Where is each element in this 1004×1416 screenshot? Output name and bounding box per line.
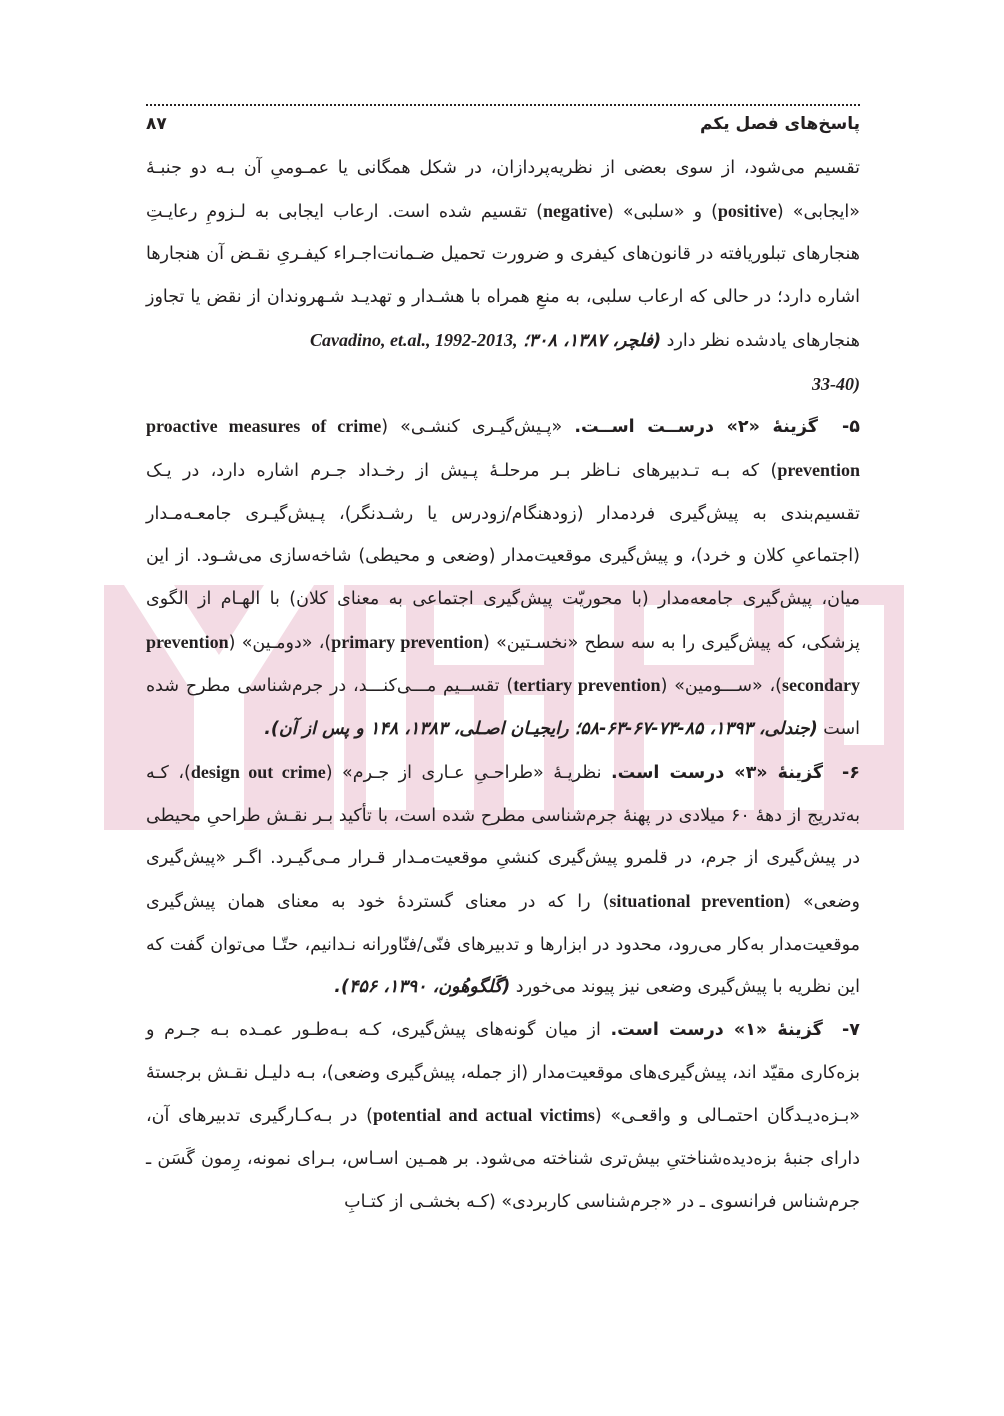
body-text — [146, 147, 860, 1224]
text-segment: تقسیم می‌شود، از سوی بعضی از نظریه‌پردازان، در شکل همگانی یا عمـومیِ آن بـه دو جنبـۀ «ایجابی» ( — [146, 158, 861, 222]
text-segment: ) تقسیم شده است. ارعاب ایجابی به لـزومِ رعایـتِ هنجارهای تبلوریافته در قانون‌های کیفری و ضرورت تحمیل ضـمانت‌اجـراء کیفـریِ نقـض آن هنجارها اشاره دارد؛ در حالی که ارعاب سلبی، به منعِ همراه با هشـدار و تهدیـد شـهروندان از نقض یا تجاوز هنجارهای یادشده نظر دارد — [146, 201, 860, 351]
answer-heading: گزینۀ «۱» درست است. — [610, 1020, 823, 1041]
citation: (گَلگوهُون، ۱۳۹۰، ۴۵۶). — [334, 977, 511, 998]
citation: (جندلی، ۱۳۹۳، ۸۵-۷۳-۶۷-۶۳-۵۸؛ رایجیـان اصـلی، ۱۳۸۳، ۱۴۸ و پس از آن). — [264, 719, 818, 740]
text-segment: نظریـۀ «طراحـیِ عـاری از جـرم» ( — [325, 762, 602, 783]
term-design-out-crime: design out crime — [190, 761, 326, 782]
running-header — [146, 98, 860, 140]
text-segment: «پـیش‌گیـری کنشـی» ( — [381, 417, 563, 438]
citation-en: Cavadino, et.al., 1992-2013, — [310, 329, 518, 350]
answer-5 — [146, 405, 860, 751]
header-dotted-rule — [146, 104, 860, 106]
text-segment: )، «ســـومین» ( — [660, 676, 782, 697]
answer-6 — [146, 751, 860, 1009]
answer-7 — [146, 1009, 860, 1224]
term-situational: situational prevention — [609, 890, 785, 911]
paragraph-intimidation — [146, 147, 860, 405]
term-secondary: prevention secondary — [146, 631, 860, 696]
answer-number: ۵- — [842, 417, 860, 438]
text-segment: ) در بـه‌کـارگیری تدبیرهای آن، دارای جنبۀ بزه‌دیده‌شناختیِ بیش‌تری شناخته می‌شود. بر همـین اسـاس، بـرای نمونه، رِمون گَسَن ـ جرم‌شناس فرانسوی ـ در «جرم‌شناسی کاربردی» (کـه بخشـی از کتـابِ — [146, 1106, 860, 1212]
text-segment: ) که بـه تـدبیرهای نـاظر بـر مرحلـۀ پـیش از رخـداد جـرم اشاره دارد، در یـک تقسیم‌بندی به پیش‌گیری فردمدار (زودهنگام/زودرس یا رشـدنگر)، پـیش‌گیـری جامعـه‌مـدار (اجتماعیِ کلان و خرد)، و پیش‌گیری موقعیت‌مدار (وضعی و محیطی) شاخه‌سازی می‌شـود. از این میان، پیش‌گیری جامعه‌مدار (با محوریّت پیش‌گیری اجتماعی به معنای کلان) با الهـام از الگوی پزشکی، که پیش‌گیری را به سه سطح «نخسـتین» ( — [146, 460, 860, 653]
page-number: ۸۷ — [146, 114, 167, 134]
answer-heading: گزینۀ «۳» درست است. — [611, 762, 824, 783]
text-segment: ) تقســیم مـــی‌کنـــد، در جرم‌شناسی مطرح شده است — [146, 676, 860, 740]
text-segment: از میان گونه‌های پیش‌گیری، کـه بـه‌طـور عمـده بـه جـرم و بزه‌کاری مقیّد اند، پیش‌گیری‌های موقعیت‌مدار (از جمله، پیش‌گیری وضعی)، بـه دلیـل نقـش برجستۀ «بـزه‌دیـدگان احتمـالی و واقعـی» ( — [146, 1020, 860, 1127]
chapter-title: پاسخ‌های فصل یکم — [700, 114, 860, 134]
answer-heading: گزینۀ «۲» درســت اســت. — [574, 417, 818, 438]
citation-fa: (فلچر، ۱۳۸۷، ۳۰۸؛ — [523, 330, 662, 351]
answer-number: ۷- — [842, 1020, 860, 1041]
term-victims: potential and actual victims — [372, 1105, 595, 1126]
text-segment: ) و «سلبی» ( — [606, 201, 718, 222]
term-negative: negative — [543, 200, 607, 221]
text-segment: )، «دومـین» ( — [228, 632, 332, 653]
text-segment: ) را که در معنای گستردۀ خود به معنای همان پیش‌گیری موقعیت‌مدار به‌کار می‌رود، محدود در ابزارها و تدبیرهای فنّی/فنّاورانه نـدانیم، حتّـا می‌توان گفت که این نظریه با پیش‌گیری وضعی نیز پیوند می‌خورد — [146, 891, 860, 998]
citation-tail: 33-40) — [812, 373, 860, 394]
term-proactive: proactive measures of crime prevention — [146, 416, 860, 480]
text-segment: )، کـه به‌تدریج از دهۀ ۶۰ میلادی در پهنۀ جرم‌شناسی مطرح شده است، با تأکید بـر نقـش طراحیِ محیطی در پیش‌گیری از جرم، در قلمرو پیش‌گیری کنشیِ موقعیت‌مـدار قـرار مـی‌گیـرد. اگـر «پیش‌گیری وضعی» ( — [146, 762, 861, 912]
term-primary: primary prevention — [331, 631, 484, 652]
term-positive: positive — [717, 200, 777, 221]
answer-number: ۶- — [842, 762, 860, 783]
term-tertiary: tertiary prevention — [513, 675, 661, 696]
